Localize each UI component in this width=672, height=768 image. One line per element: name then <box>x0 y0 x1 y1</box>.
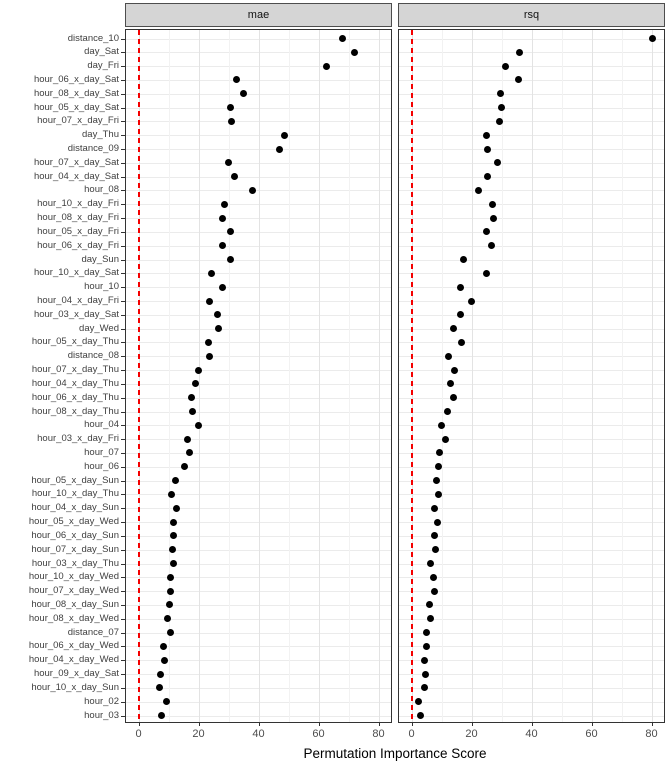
facet-label-rsq: rsq <box>523 9 540 21</box>
data-point <box>227 256 234 263</box>
zero-reference-line <box>411 30 413 722</box>
y-axis-label: hour_07_x_day_Sat <box>33 156 119 168</box>
y-axis-label: distance_09 <box>67 143 119 155</box>
y-axis-label: hour_10_x_day_Wed <box>28 571 119 583</box>
data-point <box>498 104 505 111</box>
y-axis-label: hour_10_x_day_Sun <box>31 681 119 693</box>
data-point <box>227 228 234 235</box>
data-point <box>438 422 445 429</box>
y-axis-label: hour_07_x_day_Fri <box>37 115 119 127</box>
data-point <box>219 242 226 249</box>
x-axis-tick-label: 20 <box>192 728 205 740</box>
x-axis-tick <box>139 723 140 726</box>
grid-line-minor <box>442 30 443 722</box>
y-axis-label: hour_08_x_day_Wed <box>28 612 119 624</box>
data-point <box>444 408 451 415</box>
y-axis-label: day_Fri <box>87 60 119 72</box>
x-axis-tick <box>259 723 260 726</box>
data-point <box>427 560 434 567</box>
data-point <box>168 491 175 498</box>
grid-line-major <box>592 30 593 722</box>
data-point <box>447 380 454 387</box>
y-axis-label: hour_05_x_day_Sat <box>33 101 119 113</box>
data-point <box>431 588 438 595</box>
data-point <box>457 311 464 318</box>
y-axis-label: hour_08_x_day_Sun <box>31 598 119 610</box>
data-point <box>189 408 196 415</box>
data-point <box>434 519 441 526</box>
data-point <box>442 436 449 443</box>
y-axis-label: day_Sat <box>84 46 119 58</box>
data-point <box>164 615 171 622</box>
y-axis-label: hour_10_x_day_Fri <box>37 198 119 210</box>
data-point <box>516 49 523 56</box>
y-axis-label: hour_08_x_day_Sat <box>33 87 119 99</box>
x-axis-title: Permutation Importance Score <box>303 746 487 761</box>
data-point <box>167 588 174 595</box>
data-point <box>195 422 202 429</box>
data-point <box>172 477 179 484</box>
x-axis-tick-label: 80 <box>372 728 385 740</box>
x-axis-tick <box>472 723 473 726</box>
data-point <box>488 242 495 249</box>
y-axis-label: hour_05_x_day_Sun <box>31 474 119 486</box>
grid-line-minor <box>502 30 503 722</box>
y-axis-label: hour_06_x_day_Thu <box>31 391 119 403</box>
data-point <box>351 49 358 56</box>
data-point <box>496 118 503 125</box>
data-point <box>186 449 193 456</box>
data-point <box>169 546 176 553</box>
grid-line-minor <box>289 30 290 722</box>
data-point <box>484 173 491 180</box>
data-point <box>163 698 170 705</box>
y-axis-label: hour_10_x_day_Sat <box>33 267 119 279</box>
zero-reference-line <box>138 30 140 722</box>
x-axis-tick <box>412 723 413 726</box>
data-point <box>489 201 496 208</box>
grid-line-major <box>532 30 533 722</box>
data-point <box>422 671 429 678</box>
data-point <box>228 118 235 125</box>
data-point <box>515 76 522 83</box>
data-point <box>156 684 163 691</box>
grid-line-major <box>259 30 260 722</box>
x-axis-tick-label: 20 <box>465 728 478 740</box>
y-axis-label: hour_10 <box>84 281 119 293</box>
data-point <box>483 132 490 139</box>
data-point <box>157 671 164 678</box>
grid-line-minor <box>622 30 623 722</box>
data-point <box>490 215 497 222</box>
data-point <box>205 339 212 346</box>
data-point <box>173 505 180 512</box>
y-axis-label: hour_06 <box>84 460 119 472</box>
data-point <box>167 629 174 636</box>
data-point <box>227 104 234 111</box>
data-point <box>432 546 439 553</box>
grid-line-major <box>472 30 473 722</box>
data-point <box>502 63 509 70</box>
data-point <box>468 298 475 305</box>
y-axis-label: distance_08 <box>67 350 119 362</box>
data-point <box>431 505 438 512</box>
x-axis-tick <box>652 723 653 726</box>
data-point <box>417 712 424 719</box>
data-point <box>225 159 232 166</box>
data-point <box>431 532 438 539</box>
y-axis-label: hour_04 <box>84 419 119 431</box>
y-axis-label: hour_05_x_day_Fri <box>37 225 119 237</box>
data-point <box>167 574 174 581</box>
data-point <box>497 90 504 97</box>
y-axis-label: hour_06_x_day_Wed <box>28 640 119 652</box>
x-axis-tick <box>379 723 380 726</box>
data-point <box>158 712 165 719</box>
x-axis-tick-label: 0 <box>135 728 142 740</box>
data-point <box>195 367 202 374</box>
y-axis-label: day_Thu <box>82 129 119 141</box>
facet-strip-rsq <box>398 3 665 27</box>
data-point <box>483 228 490 235</box>
data-point <box>339 35 346 42</box>
y-axis-label: hour_03_x_day_Sat <box>33 308 119 320</box>
facet-panel-mae <box>125 29 392 723</box>
y-axis-label: hour_07_x_day_Wed <box>28 585 119 597</box>
grid-line-major <box>379 30 380 722</box>
data-point <box>170 560 177 567</box>
data-point <box>649 35 656 42</box>
y-axis-label: hour_07_x_day_Sun <box>31 543 119 555</box>
data-point <box>427 615 434 622</box>
data-point <box>231 173 238 180</box>
data-point <box>323 63 330 70</box>
data-point <box>460 256 467 263</box>
data-point <box>215 325 222 332</box>
data-point <box>423 643 430 650</box>
x-axis-tick <box>199 723 200 726</box>
x-axis-tick <box>319 723 320 726</box>
data-point <box>170 532 177 539</box>
data-point <box>188 394 195 401</box>
data-point <box>219 215 226 222</box>
y-axis-label: hour_04_x_day_Sat <box>33 170 119 182</box>
data-point <box>249 187 256 194</box>
data-point <box>450 394 457 401</box>
data-point <box>415 698 422 705</box>
y-axis-label: hour_10_x_day_Thu <box>31 488 119 500</box>
y-axis-label: hour_04_x_day_Fri <box>37 295 119 306</box>
data-point <box>184 436 191 443</box>
data-point <box>206 298 213 305</box>
data-point <box>450 325 457 332</box>
grid-line-major <box>199 30 200 722</box>
y-axis-label: hour_04_x_day_Wed <box>28 654 119 666</box>
data-point <box>208 270 215 277</box>
data-point <box>181 463 188 470</box>
data-point <box>240 90 247 97</box>
data-point <box>214 311 221 318</box>
data-point <box>483 270 490 277</box>
data-point <box>161 657 168 664</box>
data-point <box>233 76 240 83</box>
data-point <box>433 477 440 484</box>
y-axis-label: hour_08 <box>84 184 119 196</box>
x-axis-tick-label: 0 <box>408 728 415 740</box>
data-point <box>421 684 428 691</box>
facet-panel-rsq <box>398 29 665 723</box>
data-point <box>281 132 288 139</box>
x-axis-tick-label: 60 <box>585 728 598 740</box>
x-axis-tick-label: 80 <box>645 728 658 740</box>
data-point <box>458 339 465 346</box>
y-axis-label: day_Sun <box>81 253 119 265</box>
data-point <box>475 187 482 194</box>
grid-line-minor <box>229 30 230 722</box>
data-point <box>457 284 464 291</box>
data-point <box>219 284 226 291</box>
y-axis-label: hour_05_x_day_Thu <box>31 336 119 348</box>
data-point <box>430 574 437 581</box>
data-point <box>166 601 173 608</box>
x-axis-tick <box>592 723 593 726</box>
y-axis-label: hour_03 <box>84 709 119 721</box>
data-point <box>494 159 501 166</box>
y-axis-label: distance_07 <box>67 626 119 638</box>
y-axis-label: hour_07_x_day_Thu <box>31 364 119 376</box>
data-point <box>170 519 177 526</box>
data-point <box>435 491 442 498</box>
grid-line-major <box>319 30 320 722</box>
data-point <box>221 201 228 208</box>
x-axis-tick-label: 60 <box>312 728 325 740</box>
grid-line-major <box>652 30 653 722</box>
y-axis-label: day_Wed <box>79 322 119 334</box>
data-point <box>423 629 430 636</box>
y-axis-label: hour_03_x_day_Fri <box>37 433 119 445</box>
data-point <box>421 657 428 664</box>
x-axis-tick <box>532 723 533 726</box>
grid-line-minor <box>562 30 563 722</box>
y-axis-label: hour_06_x_day_Sat <box>33 73 119 85</box>
y-axis-label: hour_04_x_day_Thu <box>31 377 119 389</box>
y-axis-label: hour_04_x_day_Sun <box>31 502 119 514</box>
data-point <box>206 353 213 360</box>
facet-label-mae: mae <box>247 9 270 21</box>
x-axis-tick-label: 40 <box>252 728 265 740</box>
y-axis-label: distance_10 <box>67 32 119 44</box>
y-axis-label: hour_02 <box>84 695 119 707</box>
data-point <box>451 367 458 374</box>
x-axis-tick-label: 40 <box>525 728 538 740</box>
y-axis-label: hour_09_x_day_Sat <box>33 668 119 680</box>
y-axis-label: hour_08_x_day_Fri <box>37 212 119 224</box>
data-point <box>160 643 167 650</box>
data-point <box>276 146 283 153</box>
y-axis-label: hour_03_x_day_Thu <box>31 557 119 569</box>
data-point <box>445 353 452 360</box>
y-axis-label: hour_06_x_day_Sun <box>31 529 119 541</box>
data-point <box>484 146 491 153</box>
y-axis-label: hour_07 <box>84 446 119 458</box>
y-axis-label: hour_06_x_day_Fri <box>37 239 119 251</box>
facet-strip-mae <box>125 3 392 27</box>
data-point <box>426 601 433 608</box>
y-axis-label: hour_08_x_day_Thu <box>31 405 119 417</box>
y-axis-label: hour_05_x_day_Wed <box>28 516 119 528</box>
grid-line-minor <box>349 30 350 722</box>
